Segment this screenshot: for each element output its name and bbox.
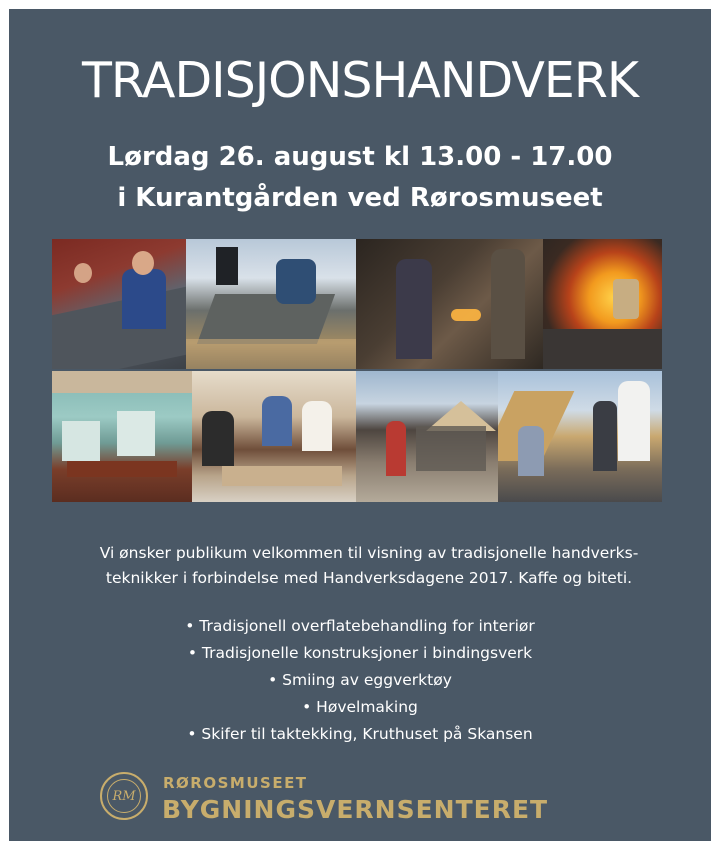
org-name-large: BYGNINGSVERNSENTERET bbox=[162, 795, 549, 824]
photo-collage bbox=[52, 239, 662, 502]
intro-text bbox=[59, 541, 679, 591]
painting-workshop-photo bbox=[192, 371, 356, 502]
list-item: • Skifer til taktekking, Kruthuset på Skansen bbox=[187, 725, 533, 743]
blacksmith-workshop-photo bbox=[356, 239, 543, 369]
carpentry-demonstration-photo bbox=[498, 371, 662, 502]
event-location: i Kurantgården ved Rørosmuseet bbox=[117, 183, 603, 213]
activity-list bbox=[9, 613, 711, 748]
roof-construction-photo bbox=[186, 239, 356, 369]
slate-roof-workers-photo bbox=[52, 239, 186, 369]
intro-line: teknikker i forbindelse med Handverksdagene 2017. Kaffe og biteti. bbox=[105, 569, 633, 587]
museum-emblem-icon bbox=[100, 772, 148, 820]
list-item: • Tradisjonelle konstruksjoner i bindingsverk bbox=[187, 644, 533, 662]
timber-frame-outdoor-photo bbox=[356, 371, 498, 502]
org-name-small: RØROSMUSEET bbox=[163, 774, 308, 792]
event-poster bbox=[9, 9, 711, 841]
list-item: • Tradisjonell overflatebehandling for interiør bbox=[185, 617, 535, 635]
emblem-monogram: RM bbox=[107, 779, 141, 813]
forge-fire-photo bbox=[543, 239, 662, 369]
poster-title: TRADISJONSHANDVERK bbox=[81, 52, 639, 109]
list-item: • Høvelmaking bbox=[302, 698, 418, 716]
list-item: • Smiing av eggverktøy bbox=[268, 671, 452, 689]
historic-interior-photo bbox=[52, 371, 192, 502]
intro-line: Vi ønsker publikum velkommen til visning av tradisjonelle handverks- bbox=[99, 544, 639, 562]
event-date-time: Lørdag 26. august kl 13.00 - 17.00 bbox=[107, 142, 613, 172]
